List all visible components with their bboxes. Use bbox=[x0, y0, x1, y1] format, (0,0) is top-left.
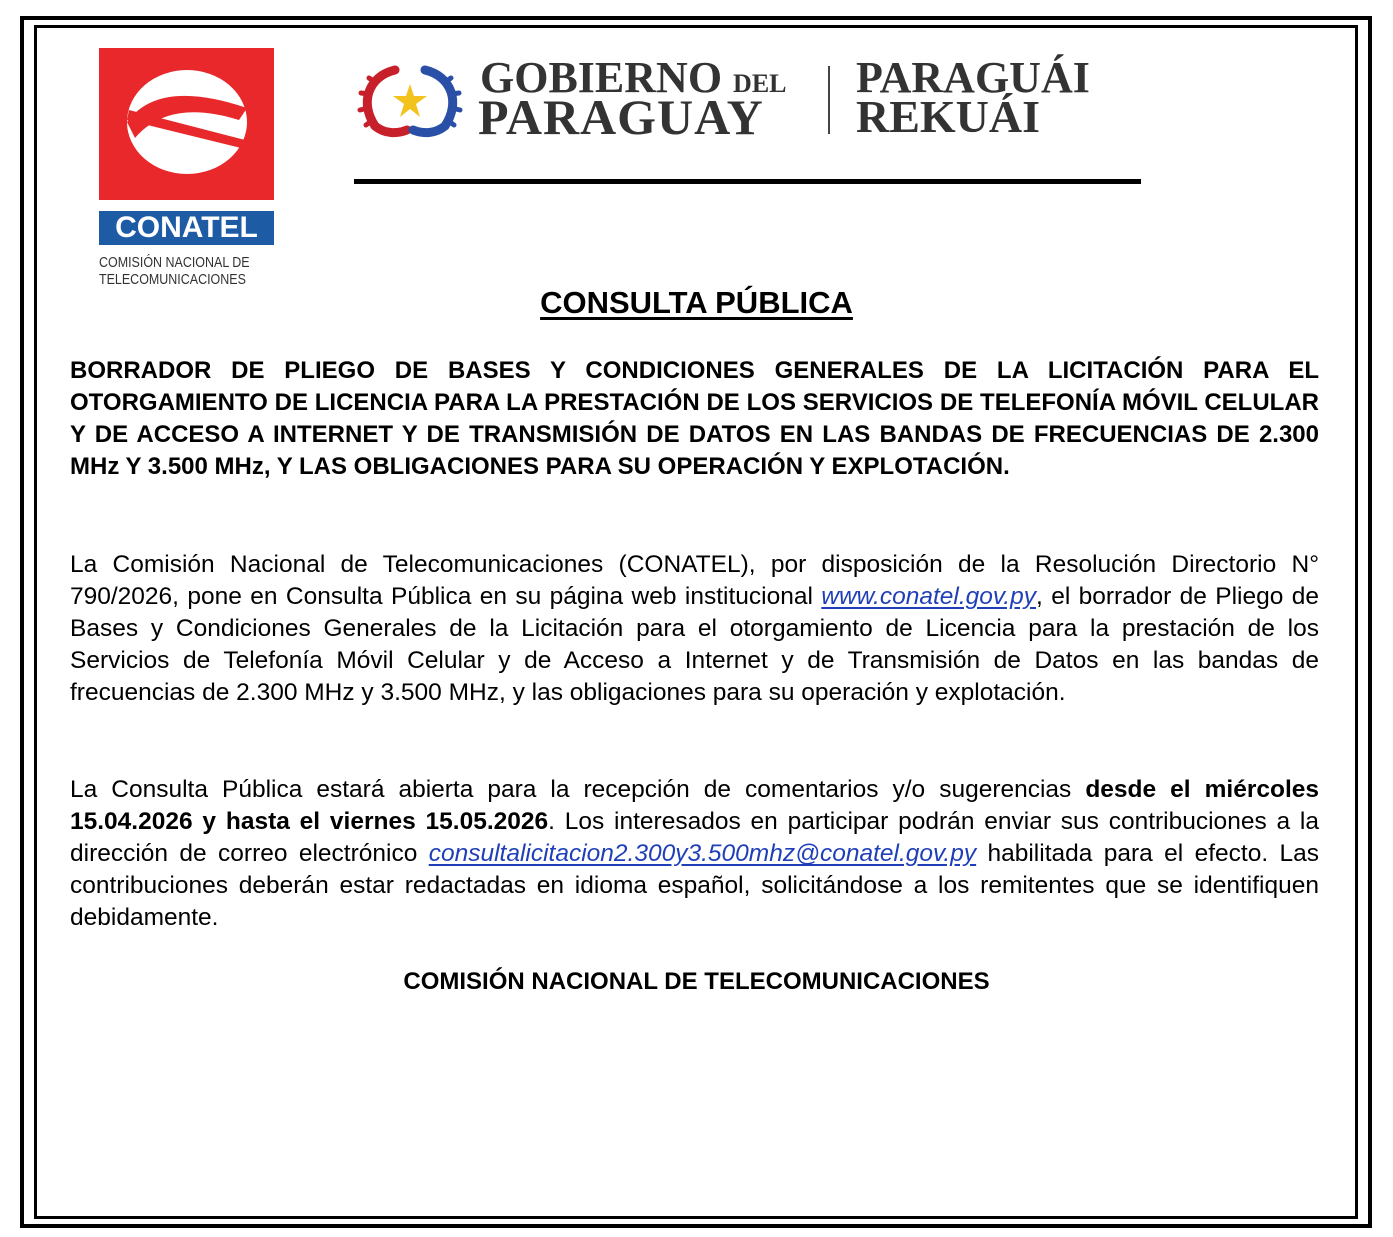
paragraph-2-text-c: habilitada para el efecto. Las contribuciones deberán estar redactadas en idioma español, solicitándose a los remitentes que se identifiquen debidamente. bbox=[70, 840, 1319, 931]
conatel-wordmark: CONATEL bbox=[99, 211, 274, 245]
paragraph-2-text-a: La Consulta Pública estará abierta para la recepción de comentarios y/o sugerencias bbox=[70, 776, 1086, 803]
paragraph-1-text-a: La Comisión Nacional de Telecomunicaciones (CONATEL), por disposición de la Resolución Directorio N° 790/2026, pone en Consulta Pública en su página web institucional bbox=[70, 551, 1319, 610]
gov-gobierno-text: GOBIERNO bbox=[480, 53, 723, 102]
conatel-subtitle-line1: COMISIÓN NACIONAL DE bbox=[99, 255, 250, 271]
gov-divider bbox=[828, 66, 830, 134]
conatel-emblem-icon bbox=[99, 48, 274, 200]
conatel-logo bbox=[99, 48, 275, 288]
website-link[interactable]: www.conatel.gov.py bbox=[821, 583, 1036, 610]
gov-line-paraguay: PARAGUAY bbox=[478, 89, 764, 145]
conatel-subtitle-line2: TELECOMUNICACIONES bbox=[99, 272, 246, 288]
consultation-dates: desde el miércoles 15.04.2026 y hasta el viernes 15.05.2026 bbox=[70, 776, 1320, 835]
gov-line-rekuai: REKUÁI bbox=[856, 91, 1041, 142]
gov-del-text: DEL bbox=[733, 69, 787, 98]
paraguay-coat-of-arms-icon bbox=[355, 62, 465, 138]
paragraph-1-text-b: , el borrador de Pliego de Bases y Condiciones Generales de la Licitación para el otorgamiento de Licencia para la prestación de los Servicios de Telefonía Móvil Celular y de Acceso a Internet y de Transmisión de Datos en las bandas de frecuencias de 2.300 MHz y 3.500 MHz, y las obligaciones para su operación y explotación. bbox=[70, 583, 1319, 706]
document-subject: BORRADOR DE PLIEGO DE BASES Y CONDICIONES GENERALES DE LA LICITACIÓN PARA EL OTORGAMIENTO DE LICENCIA PARA LA PRESTACIÓN DE LOS SERVICIOS DE TELEFONÍA MÓVIL CELULAR Y DE ACCESO A INTERNET Y DE TRANSMISIÓN DE DATOS EN LAS BANDAS DE FRECUENCIAS DE 2.300 MHz Y 3.500 MHz, Y LAS OBLIGACIONES PARA SU OPERACIÓN Y EXPLOTACIÓN. bbox=[70, 357, 1319, 480]
document-title bbox=[0, 283, 1393, 323]
paragraph-2-text-b: . Los interesados en participar podrán enviar sus contribuciones a la dirección de correo electrónico bbox=[70, 808, 1319, 867]
gov-line-paraguai: PARAGUÁI bbox=[856, 53, 1090, 102]
document-title-text: CONSULTA PÚBLICA bbox=[540, 285, 853, 320]
header-rule bbox=[354, 179, 1141, 184]
signature: COMISIÓN NACIONAL DE TELECOMUNICACIONES bbox=[403, 968, 990, 995]
paragraph-2 bbox=[70, 774, 1319, 934]
paragraph-1 bbox=[70, 549, 1319, 709]
email-link[interactable]: consultalicitacion2.300y3.500mhz@conatel.gov.py bbox=[428, 840, 977, 867]
